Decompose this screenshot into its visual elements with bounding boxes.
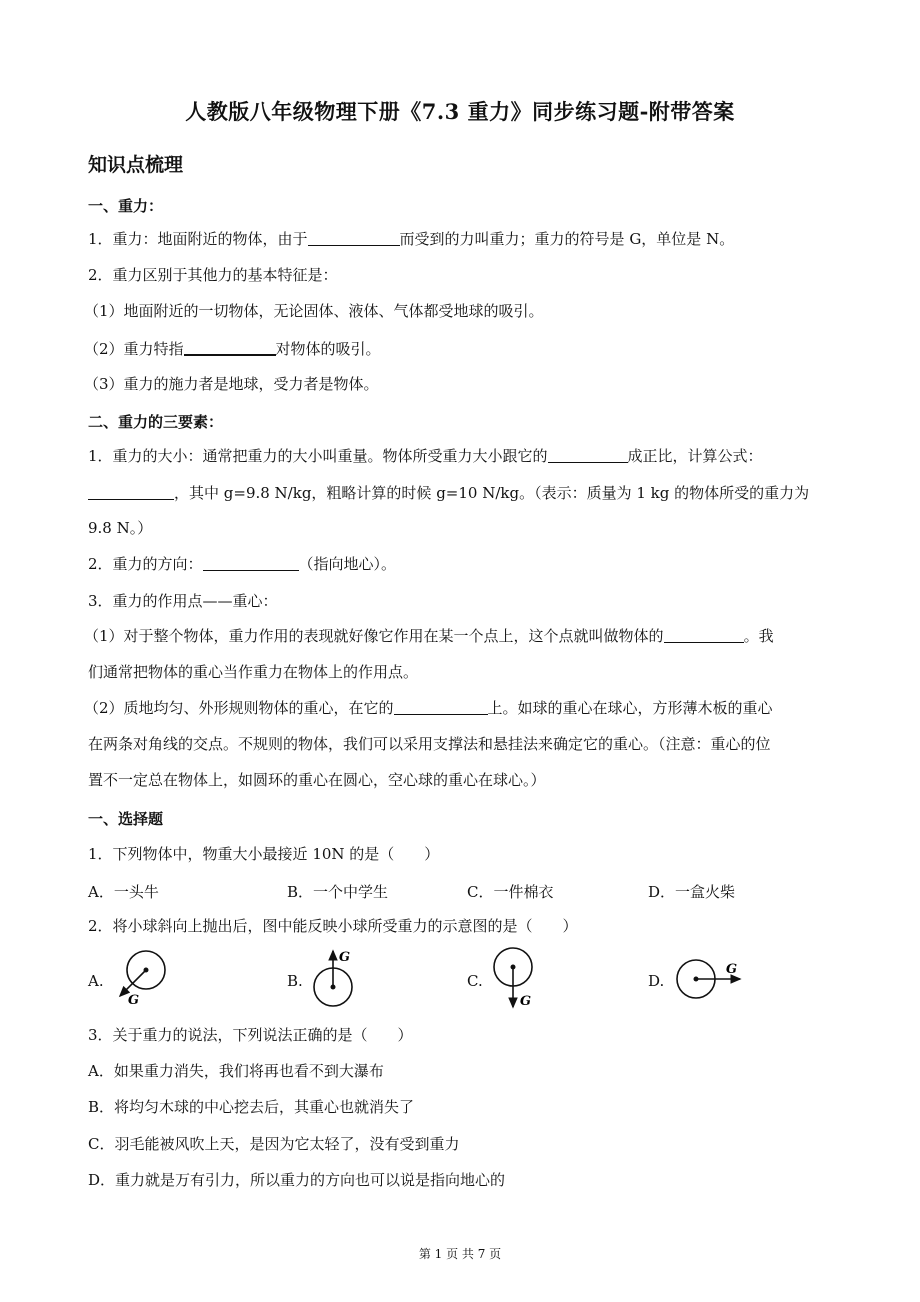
answer-blank[interactable] [548, 447, 628, 463]
q2-label-b[interactable]: B. [287, 972, 303, 990]
q3-option-c[interactable]: C．羽毛能被风吹上天，是因为它太轻了，没有受到重力 [88, 1135, 460, 1153]
answer-blank[interactable] [308, 230, 400, 246]
answer-blank[interactable] [394, 699, 488, 715]
force-label: G [520, 994, 532, 1009]
answer-blank[interactable] [664, 627, 744, 643]
q2-label-d[interactable]: D. [648, 972, 665, 990]
text: 1．重力：地面附近的物体，由于 [88, 230, 308, 248]
q3-option-b[interactable]: B．将均匀木球的中心挖去后，其重心也就消失了 [88, 1098, 415, 1116]
force-label: G [128, 993, 140, 1008]
q1-option-d[interactable]: D．一盒火柴 [648, 883, 736, 901]
document-title: 人教版八年级物理下册《7.3 重力》同步练习题-附带答案 [185, 99, 735, 124]
text: （指向地心）。 [298, 555, 397, 573]
knowledge-heading: 知识点梳理 [88, 154, 184, 176]
q2-label-a[interactable]: A. [88, 972, 104, 990]
paragraph: 9.8 N。） [88, 519, 153, 537]
gravity-magnitude [88, 447, 836, 465]
center-of-gravity [84, 627, 832, 645]
answer-blank[interactable] [203, 555, 299, 571]
text: （1）对于整个物体，重力作用的表现就好像它作用在某一个点上，这个点就叫做物体的 [84, 627, 664, 645]
gravity-formula [88, 484, 836, 502]
text: ，其中 g=9.8 N/kg，粗略计算的时候 g=10 N/kg。（表示：质量为 1 kg 的物体所受的重力为 [174, 484, 810, 502]
paragraph: 3．重力的作用点——重心： [88, 592, 278, 610]
q3-option-d[interactable]: D．重力就是万有引力，所以重力的方向也可以说是指向地心的 [88, 1171, 506, 1189]
choice-heading: 一、选择题 [88, 810, 164, 828]
gravity-specific [84, 339, 832, 358]
text: （2）重力特指 [84, 340, 184, 358]
force-label: G [726, 962, 738, 977]
page-footer: 第 1 页 共 7 页 [418, 1247, 502, 1261]
q1-option-c[interactable]: C．一件棉衣 [467, 883, 554, 901]
question-2-stem: 2．将小球斜向上抛出后，图中能反映小球所受重力的示意图的是（ ） [88, 917, 578, 935]
q2-figure-a[interactable] [110, 948, 172, 1008]
paragraph: 2．重力区别于其他力的基本特征是： [88, 266, 338, 284]
gravity-direction [88, 555, 836, 573]
force-label: G [339, 950, 351, 965]
paragraph: 在两条对角线的交点。不规则的物体，我们可以采用支撑法和悬挂法来确定它的重心。（注意：重心的位 [88, 735, 771, 753]
text: 成正比，计算公式： [627, 447, 763, 465]
paragraph: 们通常把物体的重心当作重力在物体上的作用点。 [88, 663, 419, 681]
text: 1．重力的大小：通常把重力的大小叫重量。物体所受重力大小跟它的 [88, 447, 548, 465]
paragraph: （1）地面附近的一切物体，无论固体、液体、气体都受地球的吸引。 [84, 302, 544, 320]
q1-option-a[interactable]: A．一头牛 [88, 883, 159, 901]
question-3-stem: 3．关于重力的说法，下列说法正确的是（ ） [88, 1026, 413, 1044]
question-1-stem: 1．下列物体中，物重大小最接近 10N 的是（ ） [88, 845, 440, 863]
text: 2．重力的方向： [88, 555, 203, 573]
paragraph: 置不一定总在物体上，如圆环的重心在圆心，空心球的重心在球心。） [88, 771, 546, 789]
text: 而受到的力叫重力；重力的符号是 G，单位是 N。 [399, 230, 735, 248]
q2-figure-b[interactable] [305, 945, 365, 1011]
text: 。我 [743, 627, 774, 645]
answer-blank[interactable] [88, 484, 174, 500]
text: 对物体的吸引。 [275, 340, 381, 358]
gravity-definition [88, 230, 836, 248]
regular-object-center [84, 699, 832, 717]
text: 上。如球的重心在球心，方形薄木板的重心 [487, 699, 773, 717]
section-three-elements-heading: 二、重力的三要素： [88, 413, 224, 431]
paragraph: （3）重力的施力者是地球，受力者是物体。 [84, 375, 379, 393]
q1-option-b[interactable]: B．一个中学生 [287, 883, 389, 901]
answer-blank[interactable] [184, 339, 276, 356]
q2-figure-c[interactable] [487, 945, 547, 1011]
q2-figure-d[interactable] [670, 955, 746, 1001]
text: （2）质地均匀、外形规则物体的重心，在它的 [84, 699, 394, 717]
section-gravity-heading: 一、重力： [88, 197, 164, 215]
q2-label-c[interactable]: C. [467, 972, 483, 990]
q3-option-a[interactable]: A．如果重力消失，我们将再也看不到大瀑布 [88, 1062, 384, 1080]
